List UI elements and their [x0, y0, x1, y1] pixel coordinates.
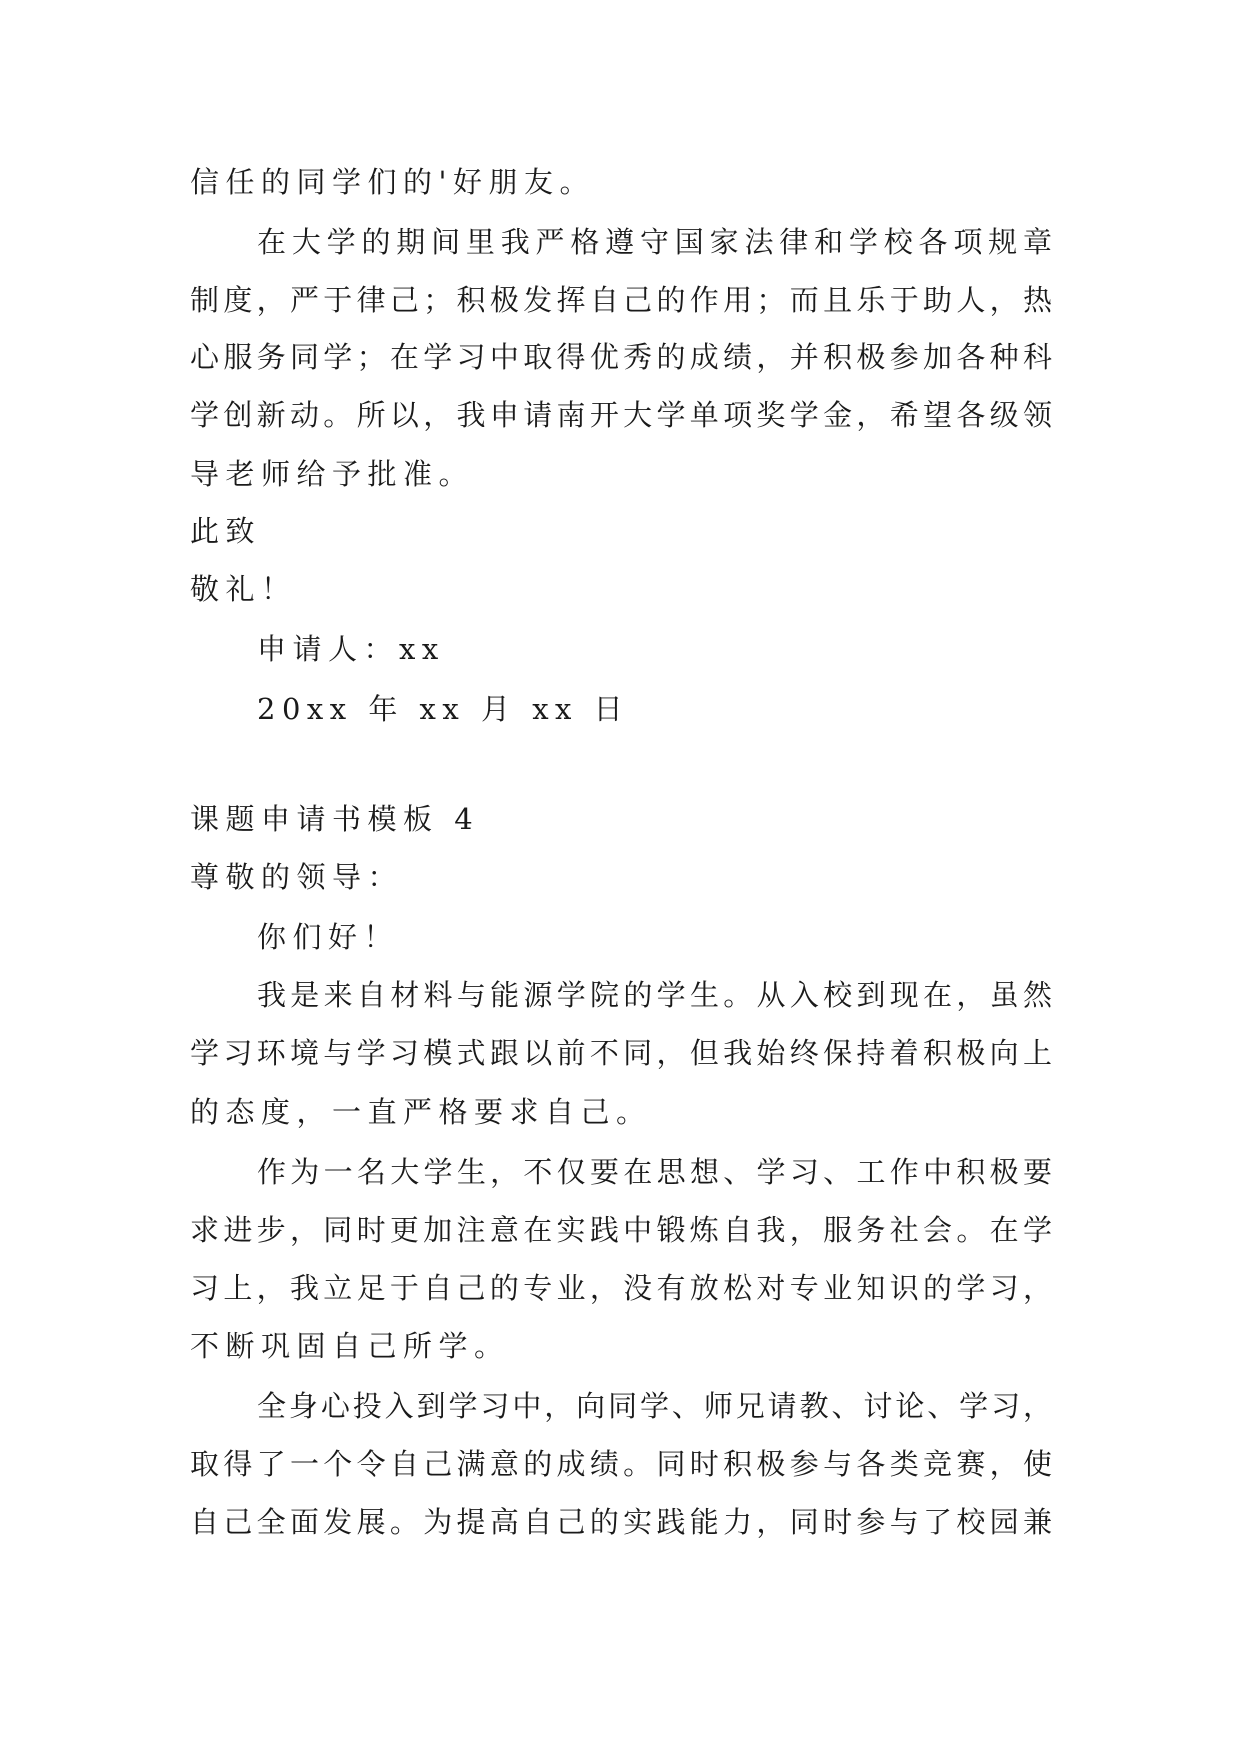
paragraph-line: 导老师给予批准。 [190, 457, 475, 491]
signature-date: 20xx 年 xx 月 xx 日 [257, 692, 630, 726]
paragraph-line: 的态度，一直严格要求自己。 [190, 1095, 652, 1129]
paragraph-line: 习上，我立足于自己的专业，没有放松对专业知识的学习， [190, 1271, 1052, 1305]
paragraph-line: 不断巩固自己所学。 [190, 1329, 510, 1363]
paragraph-line: 取得了一个令自己满意的成绩。同时积极参与各类竞赛，使 [190, 1447, 1052, 1481]
paragraph-line: 信任的同学们的'好朋友。 [190, 165, 595, 199]
paragraph-line: 制度，严于律己；积极发挥自己的作用；而且乐于助人，热 [190, 283, 1052, 317]
paragraph-line: 学创新动。所以，我申请南开大学单项奖学金，希望各级领 [190, 398, 1052, 432]
greeting: 尊敬的领导： [190, 860, 404, 894]
section-title: 课题申请书模板 4 [190, 802, 480, 836]
paragraph-line: 在大学的期间里我严格遵守国家法律和学校各项规章 [257, 225, 1052, 259]
closing-phrase: 此致 [190, 514, 262, 548]
paragraph-line: 学习环境与学习模式跟以前不同，但我始终保持着积极向上 [190, 1036, 1052, 1070]
paragraph-line: 全身心投入到学习中，向同学、师兄请教、讨论、学习， [257, 1389, 1052, 1423]
paragraph-line: 我是来自材料与能源学院的学生。从入校到现在，虽然 [257, 978, 1052, 1012]
applicant-signature: 申请人：xx [257, 632, 445, 666]
paragraph-line: 求进步，同时更加注意在实践中锻炼自我，服务社会。在学 [190, 1213, 1052, 1247]
paragraph-line: 自己全面发展。为提高自己的实践能力，同时参与了校园兼 [190, 1505, 1052, 1539]
paragraph-line: 心服务同学；在学习中取得优秀的成绩，并积极参加各种科 [190, 340, 1052, 374]
salutation-closing: 敬礼！ [190, 572, 297, 606]
greeting-line: 你们好！ [257, 920, 400, 954]
paragraph-line: 作为一名大学生，不仅要在思想、学习、工作中积极要 [257, 1155, 1052, 1189]
